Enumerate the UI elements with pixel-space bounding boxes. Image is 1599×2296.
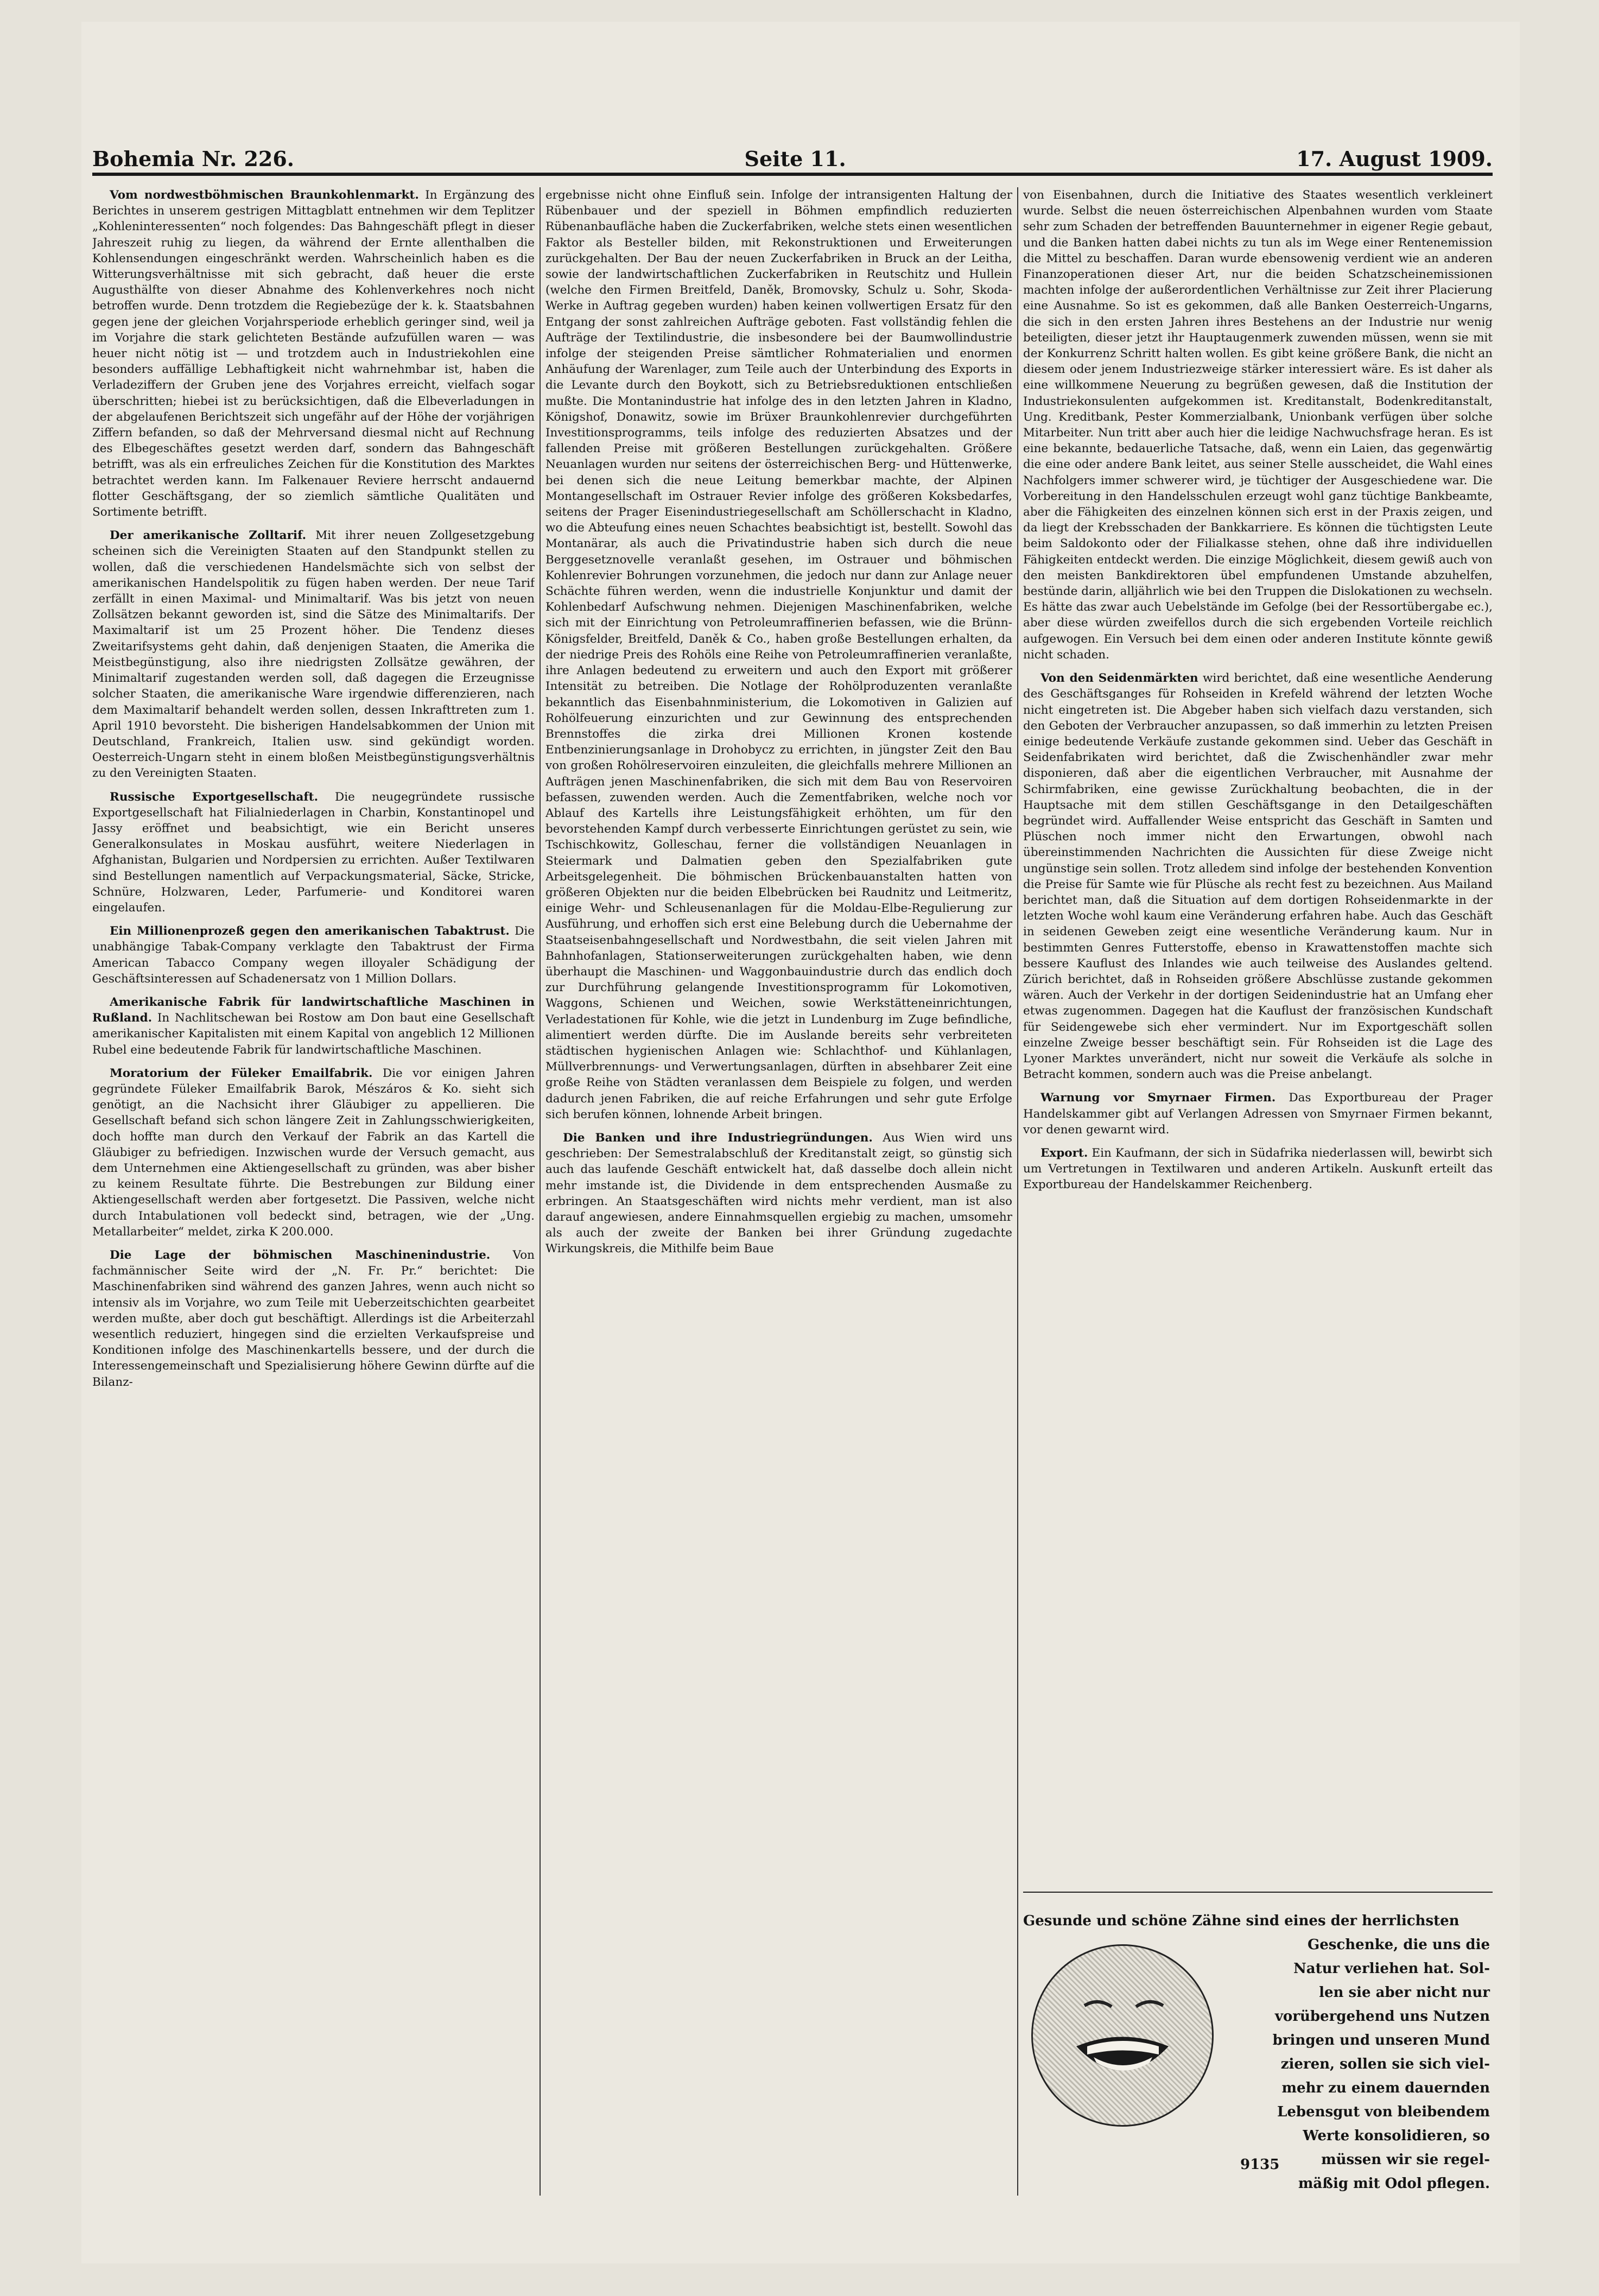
article-c3-1	[1023, 670, 1493, 1082]
column-2	[545, 187, 1012, 2196]
column-divider-2	[1017, 187, 1018, 2196]
ad-line: Gesunde und schöne Zähne sind eines der herrlichsten	[1023, 1913, 1460, 1929]
ad-line: Lebensgut von bleibendem	[1277, 2104, 1490, 2120]
article-c1-5	[92, 1065, 535, 1240]
ad-line: müssen wir sie regel-	[1321, 2152, 1490, 2168]
article-headline: Export.	[1040, 1146, 1088, 1160]
article-headline: Moratorium der Füleker Emailfabrik.	[110, 1066, 373, 1080]
ad-line: zieren, sollen sie sich viel-	[1280, 2056, 1490, 2072]
article-body: ergebnisse nicht ohne Einfluß sein. Infolge der intransigenten Haltung der Rübenbauer und der speziell in Böhmen empfindlich reduzierten Rübenanbaufläche haben die Zuckerfabriken, welche stets einen wesentlichen Faktor als Besteller bilden, mit Rekonstruktionen und Erweiterungen zurückgehalten. Der Bau der neuen Zuckerfabriken in Bruck an der Leitha, sowie der landwirtschaftlichen Zuckerfabriken in Reutschitz und Hullein (welche den Firmen Breitfeld, Daněk, Bromovsky, Schulz u. Sohr, Skoda-Werke in Auftrag gegeben wurden) haben keinen vollwertigen Ersatz für den Entgang der sonst zahlreichen Aufträge geboten. Fast vollständig fehlen die Aufträge der Textilindustrie, die insbesondere bei der Baumwollindustrie infolge der steigenden Preise sämtlicher Rohmaterialien und enormen Anhäufung der Warenlager, zum Teile auch der Unterbindung des Exports in die Levante durch den Boykott, sich zu Betriebsreduktionen entschließen mußte. Die Montanindustrie hat infolge des in den letzten Jahren in Kladno, Königshof, Donawitz, sowie im Brüxer Braunkohlenrevier durchgeführten Investitionsprogramms, teils infolge des reduzierten Absatzes und der fallenden Preise mit größeren Bestellungen zurückgehalten. Größere Neuanlagen wurden nur seitens der österreichischen Berg- und Hüttenwerke, bei denen sich die neue Leitung bemerkbar machte, der Alpinen Montangesellschaft im Ostrauer Revier infolge des größeren Koksbedarfes, seitens der Prager Eisenindustriegesellschaft am Schöllerschacht in Kladno, wo die Abteufung eines neuen Schachtes beabsichtigt ist, bestellt. Sowohl das Montanärar, als auch die Privatindustrie haben sich durch die neue Berggesetznovelle veranlaßt gesehen, im Ostrauer und böhmischen Kohlenrevier Bohrungen vorzunehmen, die jedoch nur dann zur Anlage neuer Schächte führen werden, wenn die industrielle Konjunktur und damit der Kohlenbedarf Aufschwung nehmen. Diejenigen Maschinenfabriken, welche sich mit der Einrichtung von Petroleumraffinerien befassen, wie die Brünn-Königsfelder, Breitfeld, Daněk & Co., haben große Bestellungen erhalten, da der niedrige Preis des Rohöls eine Reihe von Petroleumraffinerien veranlaßte, ihre Anlagen bedeutend zu erweitern und auch den Export mit größerer Intensität zu betreiben. Die Notlage der Rohölproduzenten veranlaßte bekanntlich das Eisenbahnministerium, die Lokomotiven in Galizien auf Rohölfeuerung einzurichten und zur Gewinnung des entsprechenden Brennstoffes die zirka drei Millionen Kronen kostende Entbenzinierungsanlage in Drohobycz zu errichten, in jüngster Zeit den Bau von großen Rohölreservoiren einzuleiten, die gleichfalls mehrere Millionen an Aufträgen jenen Maschinenfabriken, die sich mit dem Bau von Reservoiren befassen, zuwenden werden. Auch die Zementfabriken, welche noch vor Ablauf des Kartells ihre Leistungsfähigkeit erhöhten, um für den bevorstehenden Kampf durch verbesserte Einrichtungen gerüstet zu sein, wie Tschischkowitz, Golleschau, ferner die vollständigen Neuanlagen in Steiermark und Dalmatien geben den Spezialfabriken gute Arbeitsgelegenheit. Die böhmischen Brückenbauanstalten hatten von größeren Objekten nur die beiden Elbebrücken bei Raudnitz und Leitmeritz, einige Wehr- und Schleusenanlagen für die Moldau-Elbe-Regulierung zur Ausführung, und erhoffen sich erst eine Belebung durch die Uebernahme der Staatseisenbahngesellschaft und Nordwestbahn, die seit vielen Jahren mit Bahnhofanlagen, Stationserweiterungen zurückgehalten haben, wie denn überhaupt die Maschinen- und Waggonbauindustrie durch das endlich doch zur Durchführung gelangende Investitionsprogramm für Lokomotiven, Waggons, Schienen und Weichen, sowie Werkstätteneinrichtungen, Verladestationen für Kohle, wie die jetzt in Lundenburg im Zuge befindliche, alimentiert werden dürfte. Die im Auslande bereits sehr verbreiteten städtischen hygienischen Anlagen wie: Schlachthof- und Kühlanlagen, Müllverbrennungs- und Verwertungsanlagen, dürften in absehbarer Zeit eine große Reihe von Städten veranlassen dem Beispiele zu folgen, und werden dadurch jenen Fabriken, die auf reiche Erfahrungen und sehr gute Erfolge sich berufen können, lohnende Arbeit bringen.	[545, 188, 1012, 1121]
article-headline: Die Lage der böhmischen Maschinenindustrie.	[110, 1248, 491, 1262]
advertisement-text	[1023, 1909, 1490, 2196]
article-body: Von fachmännischer Seite wird der „N. Fr. Pr.“ berichtet: Die Maschinenfabriken sind während des ganzen Jahres, wenn auch nicht so intensiv als im Vorjahre, wo zum Teile mit Ueberzeitschichten gearbeitet werden mußte, aber doch gut beschäftigt. Allerdings ist die Arbeiterzahl wesentlich reduziert, hingegen sind die erzielten Verkaufspreise und Konditionen infolge des Maschinenkartells bessere, und der durch die Interessengemeinschaft und Spezialisierung höhere Gewinn dürfte auf die Bilanz-	[92, 1248, 535, 1389]
article-c1-3	[92, 923, 535, 987]
ad-line: bringen und unseren Mund	[1272, 2032, 1490, 2048]
article-headline: Warnung vor Smyrnaer Firmen.	[1040, 1091, 1276, 1105]
article-body: Die vor einigen Jahren gegründete Füleker Emailfabrik Barok, Mészáros & Ko. sieht sich genötigt, an die Nachsicht ihrer Gläubiger zu appellieren. Die Gesellschaft befand sich schon längere Zeit in Zahlungsschwierigkeiten, doch hoffte man durch den Verkauf der Fabrik an das Kartell die Gläubiger zu befriedigen. Inzwischen wurde der Versuch gemacht, aus dem Unternehmen eine Aktiengesellschaft zu gründen, was aber bisher zu keinem Resultate führte. Die Bestrebungen zur Bildung einer Aktiengesellschaft werden aber fortgesetzt. Die Passiven, welche nicht durch Intabulationen voll bedeckt sind, betragen, wie der „Ung. Metallarbeiter“ meldet, zirka K 200.000.	[92, 1066, 535, 1239]
header-page: Seite 11.	[744, 147, 846, 171]
advertisement-code: 9135	[1240, 2157, 1280, 2173]
article-c1-0	[92, 187, 535, 520]
article-body: Mit ihrer neuen Zollgesetzgebung scheinen sich die Vereinigten Staaten auf den Standpunkt stellen zu wollen, daß die verschiedenen Handelsmächte sich von selbst der amerikanischen Handelspolitik zu fügen haben werden. Der neue Tarif zerfällt in einen Maximal- und Minimaltarif. Was bis jetzt von neuen Zollsätzen bekannt geworden ist, sind die Sätze des Minimaltarifs. Der Maximaltarif ist um 25 Prozent höher. Die Tendenz dieses Zweitarifsystems geht dahin, daß denjenigen Staaten, die Amerika die Meistbegünstigung, also ihre niedrigsten Zollsätze gewähren, der Minimaltarif zugestanden werden soll, daß dagegen die Erzeugnisse solcher Staaten, die amerikanische Ware irgendwie differenzieren, nach dem Maximaltarif behandelt werden sollen, dessen Inkrafttreten zum 1. April 1910 bevorsteht. Die bisherigen Handelsabkommen der Union mit Deutschland, Frankreich, Italien usw. sind gekündigt worden. Oesterreich-Ungarn steht in einem bloßen Meistbegünstigungsverhältnis zu den Vereinigten Staaten.	[92, 529, 535, 781]
article-headline: Russische Exportgesellschaft.	[110, 790, 319, 804]
article-headline: Die Banken und ihre Industriegründungen.	[563, 1131, 873, 1145]
article-c3-3	[1023, 1145, 1493, 1193]
article-body: von Eisenbahnen, durch die Initiative des Staates wesentlich verkleinert wurde. Selbst die neuen österreichischen Alpenbahnen wurden vom Staate sehr zum Schaden der betreffenden Bauunternehmer in eigener Regie gebaut, und die Banken hatten dabei nichts zu tun als im Wege einer Rentenemission die Mittel zu beschaffen. Daran wurde ebensowenig verdient wie an anderen Finanzoperationen dieser Art, nur die beiden Schatzscheinemissionen machten infolge der außerordentlichen Verhältnisse zur Zeit ihrer Placierung eine Ausnahme. So ist es gekommen, daß alle Banken Oesterreich-Ungarns, die sich in den ersten Jahren ihres Bestehens an der Industrie nur wenig beteiligten, dieser jetzt ihr Hauptaugenmerk zuwenden müssen, wenn sie mit der Konkurrenz Schritt halten wollen. Es gibt keine größere Bank, die nicht an diesem oder jenem Industriezweige stärker interessiert wäre. Es ist daher als eine willkommene Neuerung zu begrüßen gewesen, daß die Institution der Industriekonsulenten aufgekommen ist. Kreditanstalt, Bodenkreditanstalt, Ung. Kreditbank, Pester Kommerzialbank, Unionbank verfügen über solche Mitarbeiter. Nun tritt aber auch hier die leidige Nachwuchsfrage heran. Es ist eine bekannte, bedauerliche Tatsache, daß, wenn ein Laien, das gegenwärtig die eine oder andere Bank leitet, aus seiner Stelle ausscheidet, die Wahl eines Nachfolgers immer schwerer wird, je tüchtiger der Ausgeschiedene war. Die Vorbereitung in den Handelsschulen erzeugt wohl ganz tüchtige Bankbeamte, aber die Fähigkeiten des einzelnen können sich erst in der Praxis zeigen, und da liegt der Krebsschaden der Bankkarriere. Es können die tüchtigsten Leute beim Saldokonto oder der Filialkasse stehen, ohne daß ihre individuellen Fähigkeiten entdeckt werden. Die einzige Möglichkeit, diesem gewiß auch von den meisten Bankdirektoren übel empfundenen Umstande abzuhelfen, bestünde darin, alljährlich wie bei den Truppen die Dislokationen zu wechseln. Es hätte das zwar auch Uebelstände im Gefolge (bei der Ressortübergabe ec.), aber diese würden zweifellos durch die sich ergebenden Vorteile reichlich aufgewogen. Ein Versuch bei dem einen oder anderen Institute könnte gewiß nicht schaden.	[1023, 188, 1493, 662]
article-headline: Ein Millionenprozeß gegen den amerikanischen Tabaktrust.	[110, 924, 510, 938]
ad-line: mäßig mit Odol pflegen.	[1298, 2176, 1490, 2192]
page-header	[92, 138, 1493, 171]
article-c3-0	[1023, 187, 1493, 663]
article-body: Aus Wien wird uns geschrieben: Der Semestralabschluß der Kreditanstalt zeigt, so günstig sich auch das laufende Geschäft entwickelt hat, daß dasselbe doch allein nicht mehr imstande ist, die Dividende in dem entsprechenden Ausmaße zu erbringen. An Staatsgeschäften wird nichts mehr verdient, man ist also darauf angewiesen, andere Einnahmsquellen ergiebig zu machen, umsomehr als auch der zweite der Banken bei ihrer Gründung zugedachte Wirkungskreis, die Mithilfe beim Baue	[545, 1131, 1012, 1256]
article-headline: Der amerikanische Zolltarif.	[110, 529, 307, 543]
article-body: In Ergänzung des Berichtes in unserem gestrigen Mittagblatt entnehmen wir dem Teplitzer „Kohleninteressenten“ noch folgendes: Das Bahngeschäft pflegt in dieser Jahreszeit ruhig zu liegen, da während der Ernte allenthalben die Kohlensendungen eingeschränkt werden. Wahrscheinlich haben es die Witterungsverhältnisse mit sich gebracht, daß heuer die erste Augusthälfte von dieser Abnahme des Kohlenverkehres noch nicht betroffen wurde. Denn trotzdem die Regiebezüge der k. k. Staatsbahnen gegen jene der gleichen Vorjahrsperiode erheblich geringer sind, weil ja im Vorjahre die stark gelichteten Bestände aufzufüllen waren — was heuer nicht nötig ist — und trotzdem auch in Industriekohlen eine besonders auffällige Lebhaftigkeit nicht wahrnehmbar ist, haben die Verladeziffern der Gruben jene des Vorjahres erreicht, vielfach sogar überschritten; hiebei ist zu berücksichtigen, daß die Elbeverladungen in der abgelaufenen Berichtszeit sich ungefähr auf der Höhe der vorjährigen Ziffern befanden, so daß der Mehrversand diesmal nicht auf Rechnung des Elbegeschäftes gesetzt werden darf, sondern das Bahngeschäft betrifft, was als ein erfreuliches Zeichen für die Konstitution des Marktes betrachtet werden kann. Im Falkenauer Reviere herrscht andauernd flotter Geschäftsgang, der so ziemlich sämtliche Qualitäten und Sortimente betrifft.	[92, 188, 535, 519]
article-body: Die neugegründete russische Exportgesellschaft hat Filialniederlagen in Charbin, Konstantinopel und Jassy eröffnet und beabsichtigt, wie ein Bericht unseres Generalkonsulates in Moskau ausführt, weitere Niederlagen in Afghanistan, Bulgarien und Nordpersien zu errichten. Außer Textilwaren sind Bestellungen namentlich auf Verpackungsmaterial, Säcke, Stricke, Schnüre, Holzwaren, Leder, Parfumerie- und Konditorei waren eingelaufen.	[92, 790, 535, 915]
ad-line: Werte konsolidieren, so	[1303, 2128, 1490, 2144]
article-body: Das Exportbureau der Prager Handelskammer gibt auf Verlangen Adressen von Smyrnaer Firmen bekannt, vor denen gewarnt wird.	[1023, 1091, 1493, 1137]
article-body: Die unabhängige Tabak-Company verklagte den Tabaktrust der Firma American Tabacco Company wegen illoyaler Schädigung der Geschäftsinteressen auf Schadenersatz von 1 Million Dollars.	[92, 924, 535, 986]
article-c1-1	[92, 528, 535, 781]
article-headline: Von den Seidenmärkten	[1040, 671, 1198, 686]
column-1	[92, 187, 535, 2190]
article-body: Ein Kaufmann, der sich in Südafrika niederlassen will, bewirbt sich um Vertretungen in Textilwaren und anderen Artikeln. Auskunft erteilt das Exportbureau der Handelskammer Reichenberg.	[1023, 1146, 1493, 1192]
header-date: 17. August 1909.	[1296, 147, 1493, 171]
ad-line: mehr zu einem dauernden	[1281, 2080, 1490, 2096]
ad-line: len sie aber nicht nur	[1319, 1984, 1490, 2001]
odol-advertisement	[1023, 1892, 1493, 2197]
article-body: wird berichtet, daß eine wesentliche Aenderung des Geschäftsganges für Rohseiden in Krefeld während der letzten Woche nicht eingetreten ist. Die Abgeber haben sich vielfach dazu verstanden, sich den Geboten der Verbraucher anzupassen, so daß immerhin zu letzten Preisen einige bedeutende Verkäufe zustande gekommen sind. Ueber das Geschäft in Seidenfabrikaten wird berichtet, daß die Zwischenhändler zwar mehr disponieren, daß aber die eigentlichen Verbraucher, mit Ausnahme der Schirmfabriken, eine gewisse Zurückhaltung beobachten, die in der Hauptsache mit dem stillen Geschäftsgange in den Detailgeschäften begründet wird. Auffallender Weise entspricht das Geschäft in Samten und Plüschen noch immer nicht den Erwartungen, obwohl nach übereinstimmenden Nachrichten die Aussichten für diese Zweige nicht ungünstige sein sollen. Trotz alledem sind infolge der bestehenden Konvention die Preise für Samte wie für Plüsche als recht fest zu bezeichnen. Aus Mailand berichtet man, daß die Situation auf dem dortigen Rohseidenmarkte in der letzten Woche wohl kaum eine Veränderung erfahren habe. Auch das Geschäft in seidenen Geweben zeigt eine wesentliche Veränderung kaum. Nur in bestimmten Genres Futterstoffe, ebenso in Krawattenstoffen machte sich bessere Kauflust des Inlandes wie auch teilweise des Auslandes geltend. Zürich berichtet, daß in Rohseiden größere Abschlüsse zustande gekommen wären. Auch der Verkehr in der dortigen Seidenindustrie hat an Umfang eher etwas zugenommen. Dagegen hat die Kauflust der französischen Kundschaft für Seidengewebe sich eher vermindert. Nur im Exportgeschäft sollen einzelne Zweige besser beschäftigt sein. Für Rohseiden ist die Lage des Lyoner Marktes unverändert, nicht nur soweit die Verkäufe als solche in Betracht kommen, sondern auch was die Preise anbelangt.	[1023, 671, 1493, 1082]
article-body: In Nachlitschewan bei Rostow am Don baut eine Gesellschaft amerikanischer Kapitalisten mit einem Kapital von angeblich 12 Millionen Rubel eine bedeutende Fabrik für landwirtschaftliche Maschinen.	[92, 1011, 535, 1057]
article-headline: Amerikanische Fabrik für landwirtschaftliche Maschinen in Rußland.	[92, 995, 535, 1025]
header-rule	[92, 173, 1493, 176]
ad-line: Geschenke, die uns die	[1308, 1937, 1490, 1953]
article-c3-2	[1023, 1090, 1493, 1138]
ad-line: vorübergehend uns Nutzen	[1274, 2008, 1490, 2025]
header-issue: Bohemia Nr. 226.	[92, 147, 295, 171]
article-c1-4	[92, 994, 535, 1058]
article-headline: Vom nordwestböhmischen Braunkohlenmarkt.	[110, 188, 419, 202]
ad-line: Natur verliehen hat. Sol-	[1293, 1961, 1490, 1977]
article-c1-2	[92, 789, 535, 916]
article-c1-6	[92, 1247, 535, 1390]
article-c2-1	[545, 1130, 1012, 1257]
column-divider-1	[540, 187, 541, 2196]
article-c2-0	[545, 187, 1012, 1122]
column-3	[1023, 187, 1493, 1864]
